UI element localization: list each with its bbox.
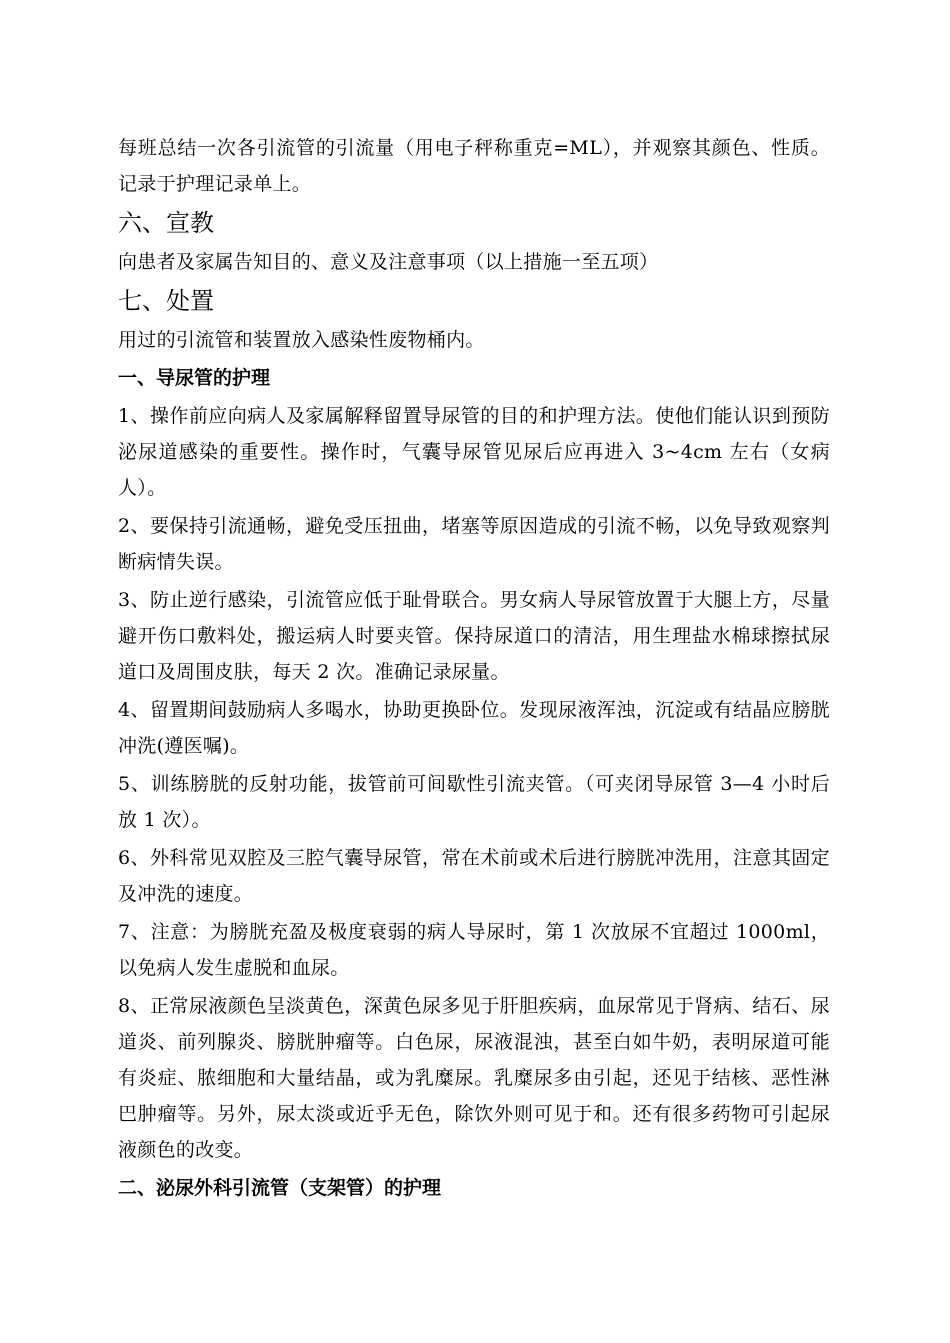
list-item: 7、注意：为膀胱充盈及极度衰弱的病人导尿时，第 1 次放尿不宜超过 1000ml，以免病人发生虚脱和血尿。 [118, 921, 830, 979]
list-item: 6、外科常见双腔及三腔气囊导尿管，常在术前或术后进行膀胱冲洗用，注意其固定及冲洗的速度。 [118, 847, 830, 905]
section-heading-education: 六、宣教 [118, 209, 214, 237]
list-item: 4、留置期间鼓励病人多喝水，协助更换卧位。发现尿液浑浊，沉淀或有结晶应膀胱冲洗(遵医嘱)。 [118, 699, 830, 757]
urology-drain-heading: 二、泌尿外科引流管（支架管）的护理 [118, 1177, 442, 1199]
education-paragraph: 向患者及家属告知目的、意义及注意事项（以上措施一至五项） [118, 251, 659, 273]
list-item: 2、要保持引流通畅，避免受压扭曲，堵塞等原因造成的引流不畅，以免导致观察判断病情失误。 [118, 515, 830, 573]
catheter-care-heading: 一、导尿管的护理 [118, 367, 271, 389]
disposal-paragraph: 用过的引流管和装置放入感染性废物桶内。 [118, 329, 485, 351]
list-item: 1、操作前应向病人及家属解释留置导尿管的目的和护理方法。使他们能认识到预防泌尿道感染的重要性。操作时，气囊导尿管见尿后应再进入 3~4cm 左右（女病人）。 [118, 405, 830, 499]
list-item: 3、防止逆行感染，引流管应低于耻骨联合。男女病人导尿管放置于大腿上方，尽量避开伤口敷料处，搬运病人时要夹管。保持尿道口的清洁，用生理盐水棉球擦拭尿道口及周围皮肤，每天 2 次。准确记录尿量。 [118, 589, 830, 683]
list-item: 5、训练膀胱的反射功能，拔管前可间歇性引流夹管。（可夹闭导尿管 3—4 小时后放 1 次）。 [118, 773, 830, 831]
document-body [118, 130, 830, 1208]
section-heading-disposal: 七、处置 [118, 287, 214, 315]
list-item: 8、正常尿液颜色呈淡黄色，深黄色尿多见于肝胆疾病，血尿常见于肾病、结石、尿道炎、前列腺炎、膀胱肿瘤等。白色尿，尿液混浊，甚至白如牛奶，表明尿道可能有炎症、脓细胞和大量结晶，或为乳糜尿。乳糜尿多由引起，还见于结核、恶性淋巴肿瘤等。另外，尿太淡或近乎无色，除饮外则可见于和。还有很多药物可引起尿液颜色的改变。 [118, 995, 830, 1161]
intro-paragraph: 每班总结一次各引流管的引流量（用电子秤称重克=ML），并观察其颜色、性质。记录于护理记录单上。 [118, 137, 830, 195]
